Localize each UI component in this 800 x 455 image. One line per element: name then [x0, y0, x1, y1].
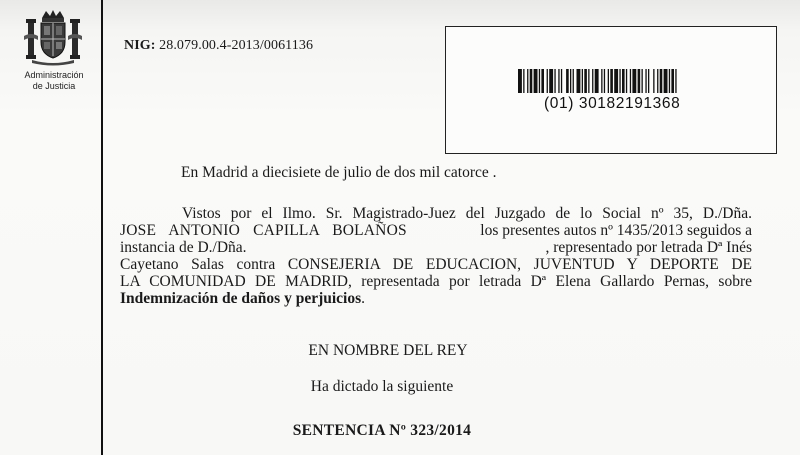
barcode-bar [527, 69, 528, 93]
subject-matter: Indemnización de daños y perjuicios [120, 290, 362, 307]
barcode-image [518, 69, 748, 93]
barcode-bar [638, 69, 641, 93]
coat-of-arms-icon [22, 8, 84, 68]
barcode-bar [630, 69, 631, 93]
barcode-bar [547, 69, 548, 93]
main-paragraph [120, 205, 752, 307]
nig-line [124, 38, 313, 54]
para-line-3-rest: , representado por letrada Dª Inés [545, 239, 752, 256]
barcode-bar [584, 69, 587, 93]
barcode-bar [541, 69, 544, 93]
barcode-bar [619, 69, 620, 93]
barcode-bar [566, 69, 569, 93]
para-line-6 [120, 290, 752, 307]
barcode-bar [653, 69, 654, 93]
barcode-bar [608, 69, 609, 93]
claimant-name: JOSE ANTONIO CAPILLA BOLAÑOS [120, 222, 407, 239]
barcode-bar [664, 69, 668, 93]
para-line-2-rest: los presentes autos nº 1435/2013 seguidos a [480, 222, 752, 239]
barcode-bar [657, 69, 658, 93]
barcode-bar [561, 69, 562, 93]
barcode-bar [622, 69, 625, 93]
barcode-bar [604, 69, 605, 93]
nig-label: NIG: [124, 38, 156, 53]
barcode-bar [601, 69, 602, 93]
barcode-bar [518, 69, 522, 93]
date-line: En Madrid a diecisiete de julio de dos mil catorce . [181, 164, 497, 181]
barcode-bar [632, 69, 636, 93]
barcode-box [445, 26, 777, 154]
para-line-3-start: instancia de D./Dña. [120, 239, 247, 256]
para-line-6-end: . [361, 290, 366, 307]
barcode-bar [570, 69, 571, 93]
emblem-caption-line2: de Justicia [32, 81, 76, 91]
barcode-bar [534, 69, 538, 93]
emblem-caption [14, 70, 94, 92]
para-line-5: LA COMUNIDAD DE MADRID, representada por letrada Dª Elena Gallardo Pernas, sobre [120, 273, 752, 290]
nig-value: 28.079.00.4-2013/0061136 [159, 38, 314, 53]
barcode-bar [614, 69, 618, 93]
para-line-1: Vistos por el Ilmo. Sr. Magistrado-Juez del Juzgado de lo Social nº 35, D./Dña. [182, 205, 752, 222]
sentence-number-heading: SENTENCIA Nº 323/2014 [292, 422, 472, 439]
barcode-bar [558, 69, 559, 93]
emblem-caption-line1: Administración [24, 70, 84, 80]
barcode-bar [669, 69, 670, 93]
barcode-bar [592, 69, 593, 93]
barcode-bar [573, 69, 574, 93]
barcode-bar [610, 69, 613, 93]
barcode-bar [554, 69, 555, 93]
barcode-bar [660, 69, 663, 93]
para-line-3 [120, 239, 752, 256]
barcode-bar [577, 69, 581, 93]
barcode-bar [642, 69, 643, 93]
para-line-4: Cayetano Salas contra CONSEJERIA DE EDUCACION, JUVENTUD Y DEPORTE DE [120, 256, 752, 273]
barcode-bar [626, 69, 627, 93]
barcode-bar [595, 69, 599, 93]
barcode-bar [539, 69, 540, 93]
barcode-bar [530, 69, 533, 93]
heading-ha-dictado: Ha dictado la siguiente [310, 378, 454, 395]
barcode-bar [582, 69, 583, 93]
barcode-bar [645, 69, 646, 93]
heading-en-nombre-del-rey: EN NOMBRE DEL REY [308, 342, 468, 359]
barcode-bar [588, 69, 589, 93]
barcode-bar [648, 69, 649, 93]
barcode-bar [671, 69, 674, 93]
barcode-bar [549, 69, 553, 93]
para-line-2 [120, 222, 752, 239]
barcode-bar [675, 69, 676, 93]
barcode-number: (01) 30182191368 [544, 95, 681, 112]
barcode-bar [523, 69, 524, 93]
